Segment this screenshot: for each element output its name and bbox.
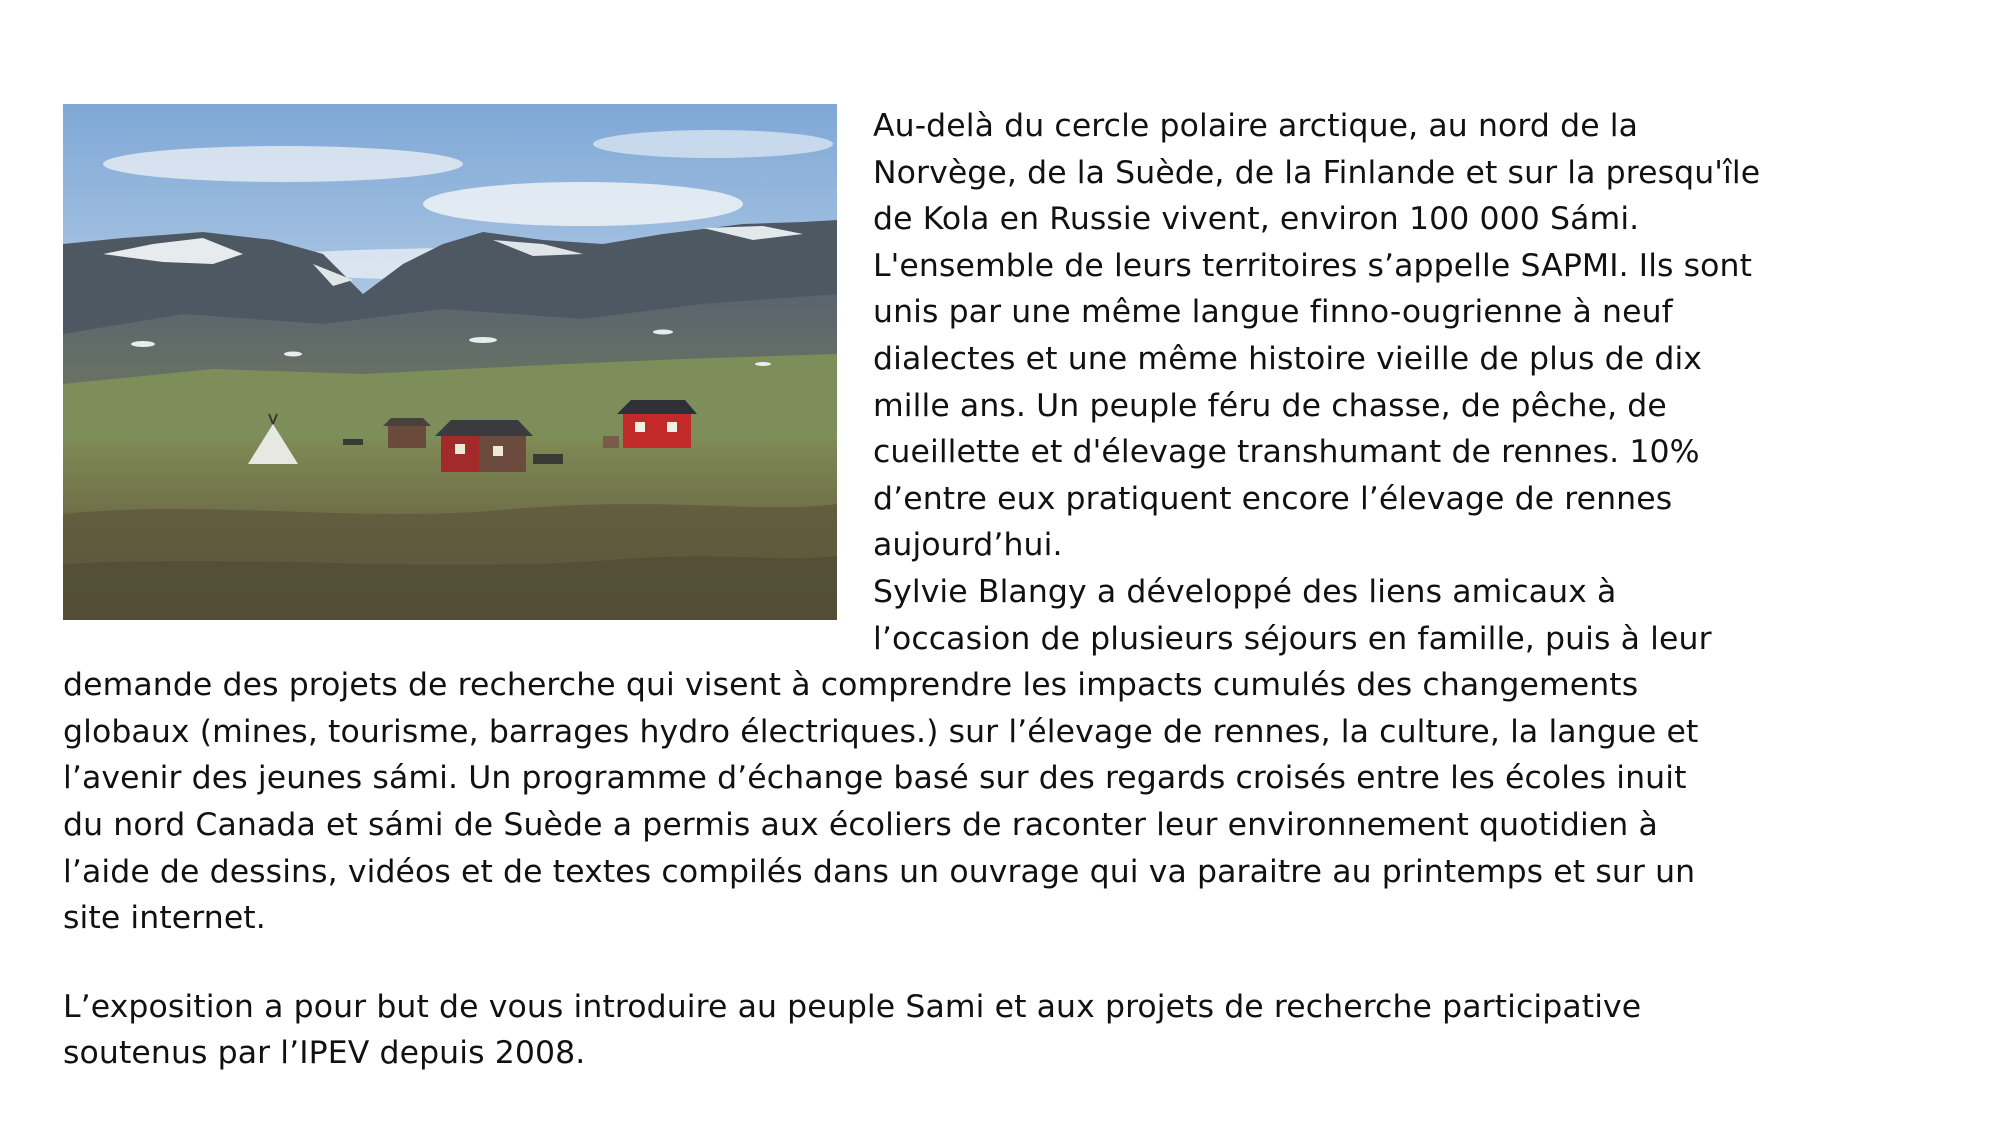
paragraph2-line: l’avenir des jeunes sámi. Un programme d’échange basé sur des regards croisés entre les écoles inuit bbox=[63, 760, 1687, 797]
paragraph3-line: soutenus par l’IPEV depuis 2008. bbox=[63, 1035, 586, 1072]
paragraph2-line: globaux (mines, tourisme, barrages hydro électriques.) sur l’élevage de rennes, la culture, la langue et bbox=[63, 713, 1699, 750]
paragraph1-line: cueillette et d'élevage transhumant de rennes. 10% bbox=[873, 434, 1700, 471]
paragraph3-line: L’exposition a pour but de vous introduire au peuple Sami et aux projets de recherche participative bbox=[63, 988, 1642, 1025]
paragraph1-line: L'ensemble de leurs territoires s’appelle SAPMI. Ils sont bbox=[873, 247, 1753, 284]
paragraph1-line: unis par une même langue finno-ougrienne à neuf bbox=[873, 294, 1673, 331]
paragraph2-line: demande des projets de recherche qui visent à comprendre les impacts cumulés des changements bbox=[63, 667, 1639, 704]
paragraph2-line: l’aide de dessins, vidéos et de textes compilés dans un ouvrage qui va paraitre au printemps et sur un bbox=[63, 853, 1696, 890]
body-text bbox=[63, 103, 1863, 1077]
paragraph1-line: d’entre eux pratiquent encore l’élevage de rennes bbox=[873, 480, 1673, 517]
paragraph1-line: dialectes et une même histoire vieille de plus de dix bbox=[873, 340, 1703, 377]
paragraph2-line: site internet. bbox=[63, 900, 266, 937]
paragraph2-line: l’occasion de plusieurs séjours en famille, puis à leur bbox=[873, 620, 1712, 657]
paragraph2-line: du nord Canada et sámi de Suède a permis aux écoliers de raconter leur environnement quotidien à bbox=[63, 806, 1658, 843]
paragraph1-line: Norvège, de la Suède, de la Finlande et sur la presqu'île bbox=[873, 154, 1761, 191]
paragraph1-line: Au-delà du cercle polaire arctique, au nord de la bbox=[873, 108, 1639, 144]
paragraph1-line: aujourd’hui. bbox=[873, 527, 1063, 564]
paragraph1-line: de Kola en Russie vivent, environ 100 000 Sámi. bbox=[873, 201, 1640, 238]
paragraph2-line: Sylvie Blangy a développé des liens amicaux à bbox=[873, 573, 1617, 610]
paragraph-gap bbox=[63, 942, 1863, 984]
paragraph1-line: mille ans. Un peuple féru de chasse, de pêche, de bbox=[873, 387, 1667, 424]
